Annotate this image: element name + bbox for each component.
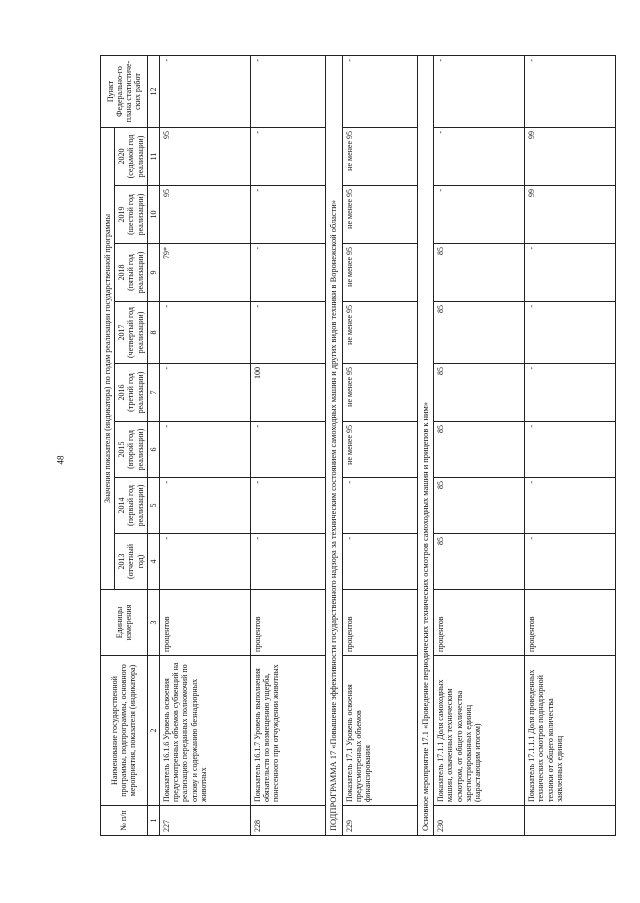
header-year-2020 [115,128,148,186]
column-number: 2 [147,656,159,806]
header-year-2013 [115,534,148,590]
row-value: 85 [434,534,525,590]
column-number: 4 [147,534,159,590]
row-value: 85 [434,244,525,302]
table-row [250,56,325,836]
header-year-label: (отчетный год) [126,543,145,580]
column-number: 1 [147,806,159,836]
indicators-table [100,55,616,836]
row-plan-item: - [342,56,417,128]
row-indicator-name: Показатель 16.1.6 Уровень освоения предусмотренных объемов субвенций на реализацию переданных полномочий по отлову и содержанию безнадзорных животных [159,656,250,806]
row-plan-item: - [525,56,616,128]
page-number: 48 [55,455,66,465]
row-unit: процентов [159,590,250,656]
column-number: 9 [147,244,159,302]
row-number [525,806,616,836]
row-value: не менее 95 [342,422,417,478]
main-activity-17-1-heading-title: Основное мероприятие 17.1 «Проведение периодических технических осмотров самоходных машин и прицепов к ним» [417,56,434,836]
row-unit: процентов [250,590,325,656]
header-year-value: 2013 [117,553,127,570]
row-value: не менее 95 [342,128,417,186]
column-number: 7 [147,364,159,422]
row-value: - [525,244,616,302]
row-value: не менее 95 [342,244,417,302]
column-number: 3 [147,590,159,656]
header-year-label: (третий год реализации) [126,371,145,414]
row-value: - [525,364,616,422]
row-value: 99 [525,128,616,186]
row-value: 100 [250,364,325,422]
row-value: 85 [434,364,525,422]
table-row [159,56,250,836]
row-number: 230 [434,806,525,836]
row-value: - [525,422,616,478]
row-number: 229 [342,806,417,836]
header-year-2016 [115,364,148,422]
row-value: - [159,422,250,478]
row-value: - [525,478,616,534]
row-value: - [525,534,616,590]
header-year-value: 2016 [117,384,127,401]
header-year-2015 [115,422,148,478]
row-value: 85 [434,422,525,478]
row-value: 95 [159,128,250,186]
rotated-table-container [100,56,580,836]
row-plan-item: - [250,56,325,128]
subprogram-17-heading-title: ПОДПРОГРАММА 17 «Повышение эффективности государственного надзора за техническим состоянием самоходных машин и других видов техники в Воронежской области» [325,56,342,836]
header-year-2019 [115,186,148,244]
header-year-label: (второй год реализации) [126,428,145,471]
header-year-value: 2019 [117,206,127,223]
row-value: - [250,422,325,478]
header-year-value: 2020 [117,148,127,165]
header-values-group: Значения показателя (индикатора) по годам реализации государственной программы [101,128,115,590]
row-indicator-name: Показатель 16.1.7 Уровень выполнения обязательств по возмещению ущерба, понесенного при отчуждении животных [250,656,325,806]
table-row [434,56,525,836]
header-year-label: (первый год реализации) [126,484,145,527]
column-number: 10 [147,186,159,244]
header-year-label: (седьмой год реализации) [126,134,145,179]
row-value: - [342,534,417,590]
column-number: 8 [147,302,159,364]
table-row [525,56,616,836]
row-value: - [159,364,250,422]
column-number: 5 [147,478,159,534]
row-value: не менее 95 [342,186,417,244]
header-year-2014 [115,478,148,534]
row-value: - [525,302,616,364]
row-value: - [250,302,325,364]
table-row [342,56,417,836]
row-value: - [250,534,325,590]
header-year-label: (шестой год реализации) [126,193,145,236]
row-value: 95 [159,186,250,244]
row-unit: процентов [434,590,525,656]
column-number: 6 [147,422,159,478]
row-value: - [434,186,525,244]
header-name: Наименование государственной программы, подпрограммы, основного мероприятия, показателя (индикатора) [101,656,148,806]
row-indicator-name: Показатель 17.1 Уровень освоения предусмотренных объемов финансирования [342,656,417,806]
row-value: - [159,534,250,590]
row-indicator-name: Показатель 17.1.1.1 Доля проведенных технических осмотров поднадзорной техники от общего количества заявленных единиц [525,656,616,806]
row-value: не менее 95 [342,302,417,364]
header-year-value: 2018 [117,264,127,281]
column-number: 11 [147,128,159,186]
row-value: - [159,302,250,364]
row-plan-item: - [434,56,525,128]
row-indicator-name: Показатель 17.1.1 Доля самоходных машин, охваченных техническим осмотром, от общего количества зарегистрированных единиц (нарастающим итогом) [434,656,525,806]
row-value: - [250,478,325,534]
row-number: 227 [159,806,250,836]
row-value: 85 [434,302,525,364]
row-value: - [434,128,525,186]
header-year-2018 [115,244,148,302]
row-unit: процентов [525,590,616,656]
header-year-label: (пятый год реализации) [126,251,145,294]
row-value: - [159,478,250,534]
column-number: 12 [147,56,159,128]
header-num: № п/п [101,806,148,836]
row-value: - [250,186,325,244]
row-value: - [250,128,325,186]
row-value: - [250,244,325,302]
row-value: не менее 95 [342,364,417,422]
header-plan: Пункт Федерально-го плана статистиче-ских работ [101,56,148,128]
header-year-value: 2014 [117,497,127,514]
row-number: 228 [250,806,325,836]
row-unit: процентов [342,590,417,656]
row-value: 99 [525,186,616,244]
row-value: 79* [159,244,250,302]
header-year-value: 2017 [117,324,127,341]
row-plan-item: - [159,56,250,128]
header-year-2017 [115,302,148,364]
header-year-value: 2015 [117,441,127,458]
row-value: - [342,478,417,534]
row-value: 85 [434,478,525,534]
main-activity-17-1-heading [417,56,434,836]
subprogram-17-heading [325,56,342,836]
header-unit: Единицы измерения [101,590,148,656]
header-year-label: (четвертый год реализации) [126,307,145,358]
